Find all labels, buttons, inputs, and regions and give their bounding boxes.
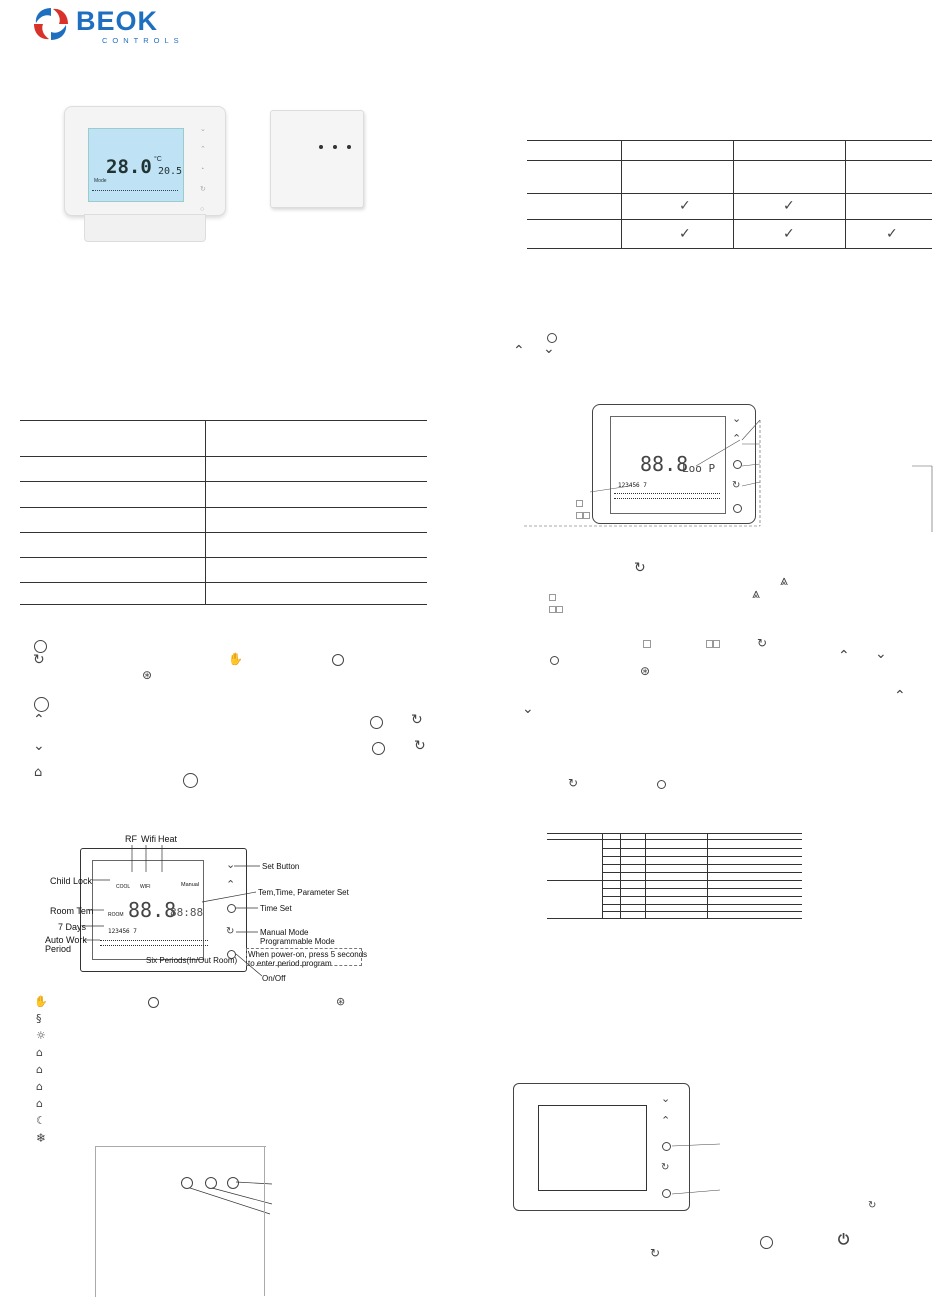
lcd-wifi: WIFI [140,884,151,890]
brand-subtitle: CONTROLS [102,36,184,45]
label-manual-mode: Manual Mode Programmable Mode [260,928,335,946]
photo-mode-word: Mode [94,178,107,184]
lcd-small-digits: 88:88 [170,906,204,919]
label-wifi: Wifi [141,834,156,844]
legend-house-out-icon: ⌂ [36,1080,43,1093]
check-r1c2: ✓ [783,198,795,214]
manual-prog-icon-r2: ↻ [634,560,646,576]
check-r2c1: ✓ [679,226,691,242]
label-7-days: 7 Days [58,922,87,932]
legend-house-in-icon: ⌂ [36,1063,43,1076]
legend-auto-icon: ⊛ [336,995,346,1008]
bottom-thermostat-screen [538,1105,647,1191]
down-arrow-icon: ⌄ [33,738,45,754]
right-lcd-loop: Loo P [682,462,716,475]
up-icon-r3: ⌃ [838,648,850,664]
brand-name: BEOK [76,6,159,36]
right-lcd-digits: 88.8 [640,452,689,476]
label-on-off: On/Off [262,974,286,983]
check-r1c1: ✓ [679,198,691,214]
label-room-tem: Room Tem [50,906,94,916]
manual-prog-icon-r7: ↻ [650,1246,661,1260]
clock-icon-r5 [657,780,666,789]
photo-unit: °C [154,156,162,163]
photo-set-temp: 20.5 [158,166,183,177]
thermostat-photo: 28.0 °C 20.5 Mode ⌄ ⌃ ◔ ↻ ○ [64,106,224,242]
label-set-button: Set Button [262,862,300,871]
legend-heat-icon: § [36,1012,42,1025]
legend-power-hand-icon [148,997,159,1008]
down-arrow-icon-r1: ⌄ [543,341,555,357]
down-icon-r4: ⌄ [522,701,534,717]
clock-icon-r3 [550,656,559,665]
up-up-icon-r2: ⩓ [752,586,760,602]
photo-room-temp: 28.0 [106,156,152,178]
no-hand-icon: ✋ [228,652,243,666]
legend-manual-icon: ✋ [34,995,48,1008]
manual-prog-icon-r5: ↻ [568,776,579,790]
label-tem-time-param: Tem,Time, Parameter Set [258,888,349,897]
manual-prog-icon-r3: ↻ [757,636,768,650]
diagram-leaders [0,0,475,1000]
manual-prog-icon-down: ↻ [414,738,426,754]
power-icon-r7: ⏻ [838,1232,850,1248]
child-lock-icon: ⌂ [34,765,43,780]
legend-snow-icon: ❄ [36,1131,47,1145]
auto-icon: ⊛ [142,668,153,682]
right-lcd-days: 123456 7 [618,482,647,489]
label-time-set: Time Set [260,904,292,913]
lcd-cool: COOL [116,884,131,890]
up-arrow-icon-r1: ⌃ [513,343,525,359]
legend-house-sleep-icon: ⌂ [36,1097,43,1110]
manual-prog-icon-r6: ↻ [868,1200,877,1211]
label-auto-work-period: Auto Work Period [45,935,87,954]
receiver-drawing [95,1146,266,1297]
label-child-lock: Child Lock [50,876,93,886]
lcd-manual: Manual [181,882,200,888]
lcd-digits: 88.8 [128,898,177,922]
manual-prog-icon-up: ↻ [411,712,423,728]
auto-icon-r3: ⊛ [640,664,651,678]
legend-house-icon: ⌂ [36,1046,43,1059]
label-rf: RF [125,834,137,844]
check-r2c3: ✓ [886,226,898,242]
legend-sun-icon: ☼ [36,1029,46,1042]
clock-icon-r7 [760,1236,773,1249]
lcd-days: 123456 7 [108,928,137,935]
lcd-room: ROOM [108,912,124,918]
label-power-on-note: When power-on, press 5 seconds to enter period program [248,950,368,968]
manual-prog-icon: ↻ [33,652,45,668]
label-heat: Heat [158,834,178,844]
up-icon-r2b: ⩓ [780,573,788,589]
legend-moon-icon: ☾ [36,1114,46,1127]
up-arrow-icon: ⌃ [33,712,45,728]
down-icon-r3: ⌄ [875,646,887,662]
label-six-periods: Six Periods(In/Out Room) [146,956,238,965]
check-r2c2: ✓ [783,226,795,242]
up-icon-r4: ⌃ [894,688,906,704]
